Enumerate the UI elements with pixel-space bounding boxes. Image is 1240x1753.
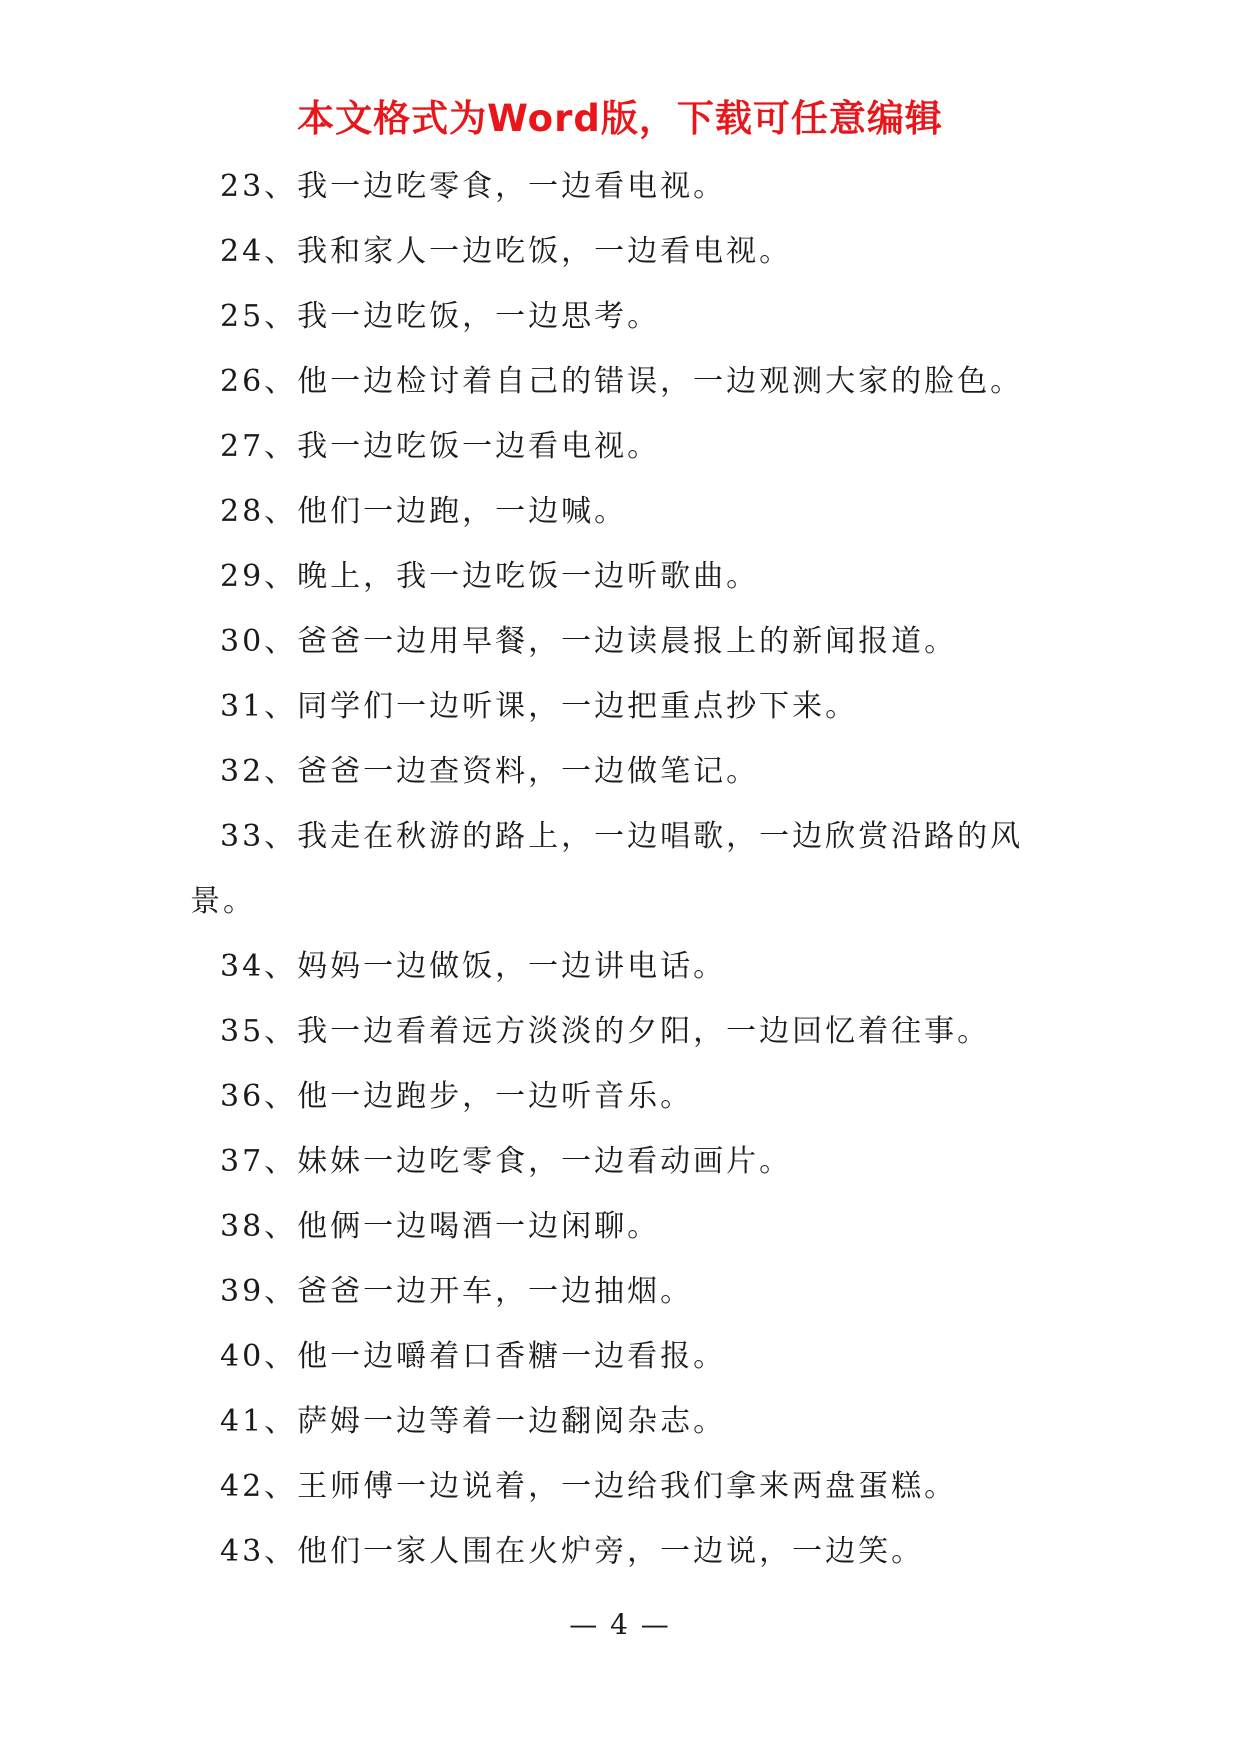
list-item: 41、萨姆一边等着一边翻阅杂志。 [220,1404,727,1439]
list-item: 42、王师傅一边说着，一边给我们拿来两盘蛋糕。 [220,1469,958,1504]
list-item: 31、同学们一边听课，一边把重点抄下来。 [220,689,859,724]
list-item: 26、他一边检讨着自己的错误，一边观测大家的脸色。 [220,364,1024,399]
list-item: 25、我一边吃饭，一边思考。 [220,299,661,334]
page-number: — 4 — [569,1608,671,1641]
list-item-wrapped-line2: 景。 [190,884,256,919]
list-item: 39、爸爸一边开车，一边抽烟。 [220,1274,694,1309]
header-title: 本文格式为Word版，下载可任意编辑 [297,97,943,140]
list-item: 36、他一边跑步，一边听音乐。 [220,1079,694,1114]
list-item: 23、我一边吃零食，一边看电视。 [220,169,727,204]
list-item: 35、我一边看着远方淡淡的夕阳，一边回忆着往事。 [220,1014,991,1049]
list-item: 24、我和家人一边吃饭，一边看电视。 [220,234,793,269]
list-item: 37、妹妹一边吃零食，一边看动画片。 [220,1144,793,1179]
list-item: 34、妈妈一边做饭，一边讲电话。 [220,949,727,984]
list-item: 38、他俩一边喝酒一边闲聊。 [220,1209,661,1244]
document-body [190,154,1060,1584]
list-item: 29、晚上，我一边吃饭一边听歌曲。 [220,559,760,594]
list-item: 43、他们一家人围在火炉旁，一边说，一边笑。 [220,1534,925,1569]
list-item: 28、他们一边跑，一边喊。 [220,494,628,529]
list-item: 32、爸爸一边查资料，一边做笔记。 [220,754,760,789]
list-item: 30、爸爸一边用早餐，一边读晨报上的新闻报道。 [220,624,958,659]
list-item: 27、我一边吃饭一边看电视。 [220,429,661,464]
list-item: 40、他一边嚼着口香糖一边看报。 [220,1339,727,1374]
list-item-wrapped-line1: 33、我走在秋游的路上，一边唱歌，一边欣赏沿路的风 [220,819,1024,854]
